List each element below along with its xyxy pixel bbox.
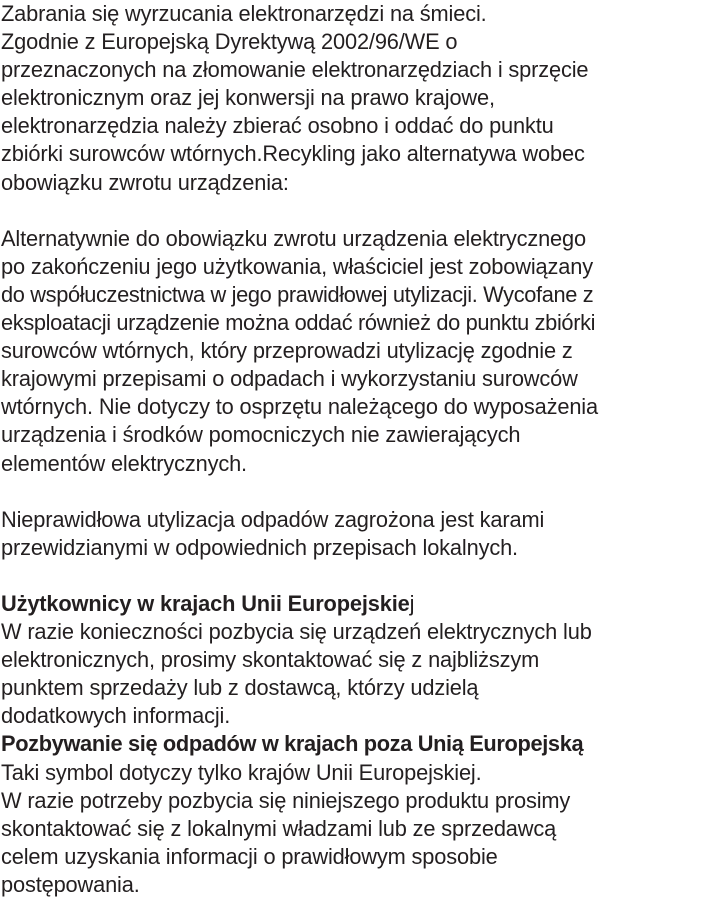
section-eu-users <box>1 590 710 730</box>
document-page <box>1 0 710 899</box>
text-line: Alternatywnie do obowiązku zwrotu urządzenia elektrycznego <box>1 225 586 251</box>
text-line: przeznaczonych na złomowanie elektronarzędziach i sprzęcie <box>1 57 589 83</box>
paragraph-spacer <box>1 197 710 225</box>
text-line: obowiązku zwrotu urządzenia: <box>1 169 289 195</box>
paragraph-alternative-recycling <box>1 225 710 478</box>
section-non-eu-disposal <box>1 730 710 899</box>
text-line: przewidzianymi w odpowiednich przepisach lokalnych. <box>1 534 518 560</box>
text-line: elektronicznym oraz jej konwersji na prawo krajowe, <box>1 85 495 111</box>
text-line: elektronarzędzia należy zbierać osobno i oddać do punktu <box>1 113 554 139</box>
paragraph-disposal-ban <box>1 0 710 197</box>
text-line: skontaktować się z lokalnymi władzami lub ze sprzedawcą <box>1 815 557 841</box>
text-line: W razie potrzeby pozbycia się niniejszego produktu prosimy <box>1 787 571 813</box>
text-line: urządzenia i środków pomocniczych nie zawierających <box>1 422 521 448</box>
text-line: elektronicznych, prosimy skontaktować się z najbliższym <box>1 647 540 673</box>
paragraph-spacer <box>1 478 710 506</box>
text-line: Taki symbol dotyczy tylko krajów Unii Europejskiej. <box>1 759 482 785</box>
paragraph-spacer <box>1 562 710 590</box>
text-line: Zabrania się wyrzucania elektronarzędzi na śmieci. <box>1 1 487 26</box>
section-heading: Pozbywanie się odpadów w krajach poza Unią Europejską <box>1 731 584 757</box>
section-heading-tail: j <box>409 590 415 616</box>
text-line: dodatkowych informacji. <box>1 703 231 729</box>
section-heading <box>1 590 710 618</box>
text-line: surowców wtórnych, który przeprowadzi utylizację zgodnie z <box>1 338 573 364</box>
text-line: zbiórki surowców wtórnych.Recykling jako alternatywa wobec <box>1 141 585 167</box>
text-line: wtórnych. Nie dotyczy to osprzętu należącego do wyposażenia <box>1 394 598 420</box>
text-line: Nieprawidłowa utylizacja odpadów zagrożona jest karami <box>1 506 545 532</box>
paragraph-penalties <box>1 506 710 562</box>
text-line: po zakończeniu jego użytkowania, właściciel jest zobowiązany <box>1 253 593 279</box>
text-line: elementów elektrycznych. <box>1 450 247 476</box>
text-line: krajowymi przepisami o odpadach i wykorzystaniu surowców <box>1 366 578 392</box>
text-line: celem uzyskania informacji o prawidłowym sposobie <box>1 843 498 869</box>
text-line: W razie konieczności pozbycia się urządzeń elektrycznych lub <box>1 619 592 645</box>
text-line: punktem sprzedaży lub z dostawcą, którzy udzielą <box>1 675 479 701</box>
section-heading-bold: Użytkownicy w krajach Unii Europejskie <box>1 590 410 616</box>
text-line: eksploatacji urządzenie można oddać również do punktu zbiórki <box>1 310 596 336</box>
text-line: postępowania. <box>1 871 140 897</box>
text-line: Zgodnie z Europejską Dyrektywą 2002/96/WE o <box>1 29 458 55</box>
text-line: do współuczestnictwa w jego prawidłowej utylizacji. Wycofane z <box>1 281 594 307</box>
